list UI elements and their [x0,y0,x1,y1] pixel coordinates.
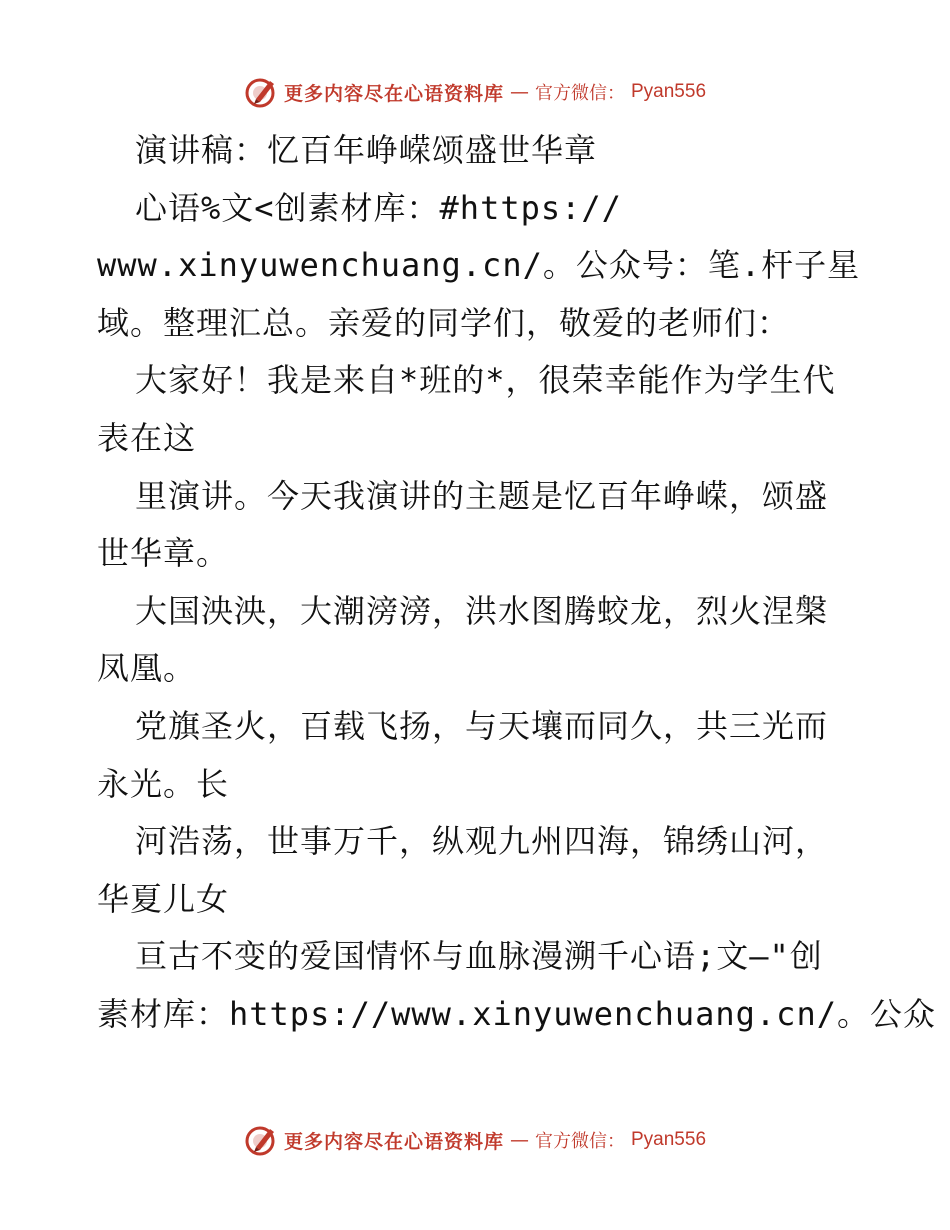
text-line: 表在这 [97,418,197,457]
footer-watermark-banner [0,1120,950,1160]
text-line: 永光。长 [97,764,230,803]
banner-wechat-label: 官方微信： [535,83,625,104]
text-line: 河浩荡，世事万千，纵观九州四海，锦绣山河， [135,822,829,861]
text-line: www.xinyuwenchuang.cn/。公众号：笔.杆子星 [97,246,861,285]
pen-logo-icon [244,75,278,109]
banner-dash: — [510,1129,529,1151]
banner-text: 更多内容尽在心语资料库 [283,1130,504,1153]
text-line: 域。整理汇总。亲爱的同学们，敬爱的老师们： [97,303,791,342]
text-line: 亘古不变的爱国情怀与血脉漫溯千心语;文—"创 [135,937,823,976]
text-line: 素材库：https://www.xinyuwenchuang.cn/。公众 [97,994,936,1033]
text-line: 党旗圣火，百载飞扬，与天壤而同久，共三光而 [135,706,829,745]
banner-text: 更多内容尽在心语资料库 [283,82,504,105]
text-line: 凤凰。 [97,649,197,688]
document-title: 演讲稿：忆百年峥嵘颂盛世华章 [135,131,598,169]
text-line: 大家好！我是来自*班的*，很荣幸能作为学生代 [135,361,836,400]
text-line: 心语%文<创素材库：#https:// [135,188,622,227]
pen-logo-icon [244,1123,278,1157]
document-body [97,122,936,1044]
text-line: 世华章。 [97,534,230,573]
text-line: 大国泱泱，大潮滂滂，洪水图腾蛟龙，烈火涅槃 [135,591,829,630]
banner-wechat-id: Pyan556 [631,81,707,102]
header-watermark-banner [0,72,950,112]
banner-wechat-label: 官方微信： [535,1131,625,1152]
banner-wechat-id: Pyan556 [631,1129,707,1150]
text-line: 里演讲。今天我演讲的主题是忆百年峥嵘，颂盛 [135,476,829,515]
banner-dash: — [510,81,529,103]
text-line: 华夏儿女 [97,879,230,918]
